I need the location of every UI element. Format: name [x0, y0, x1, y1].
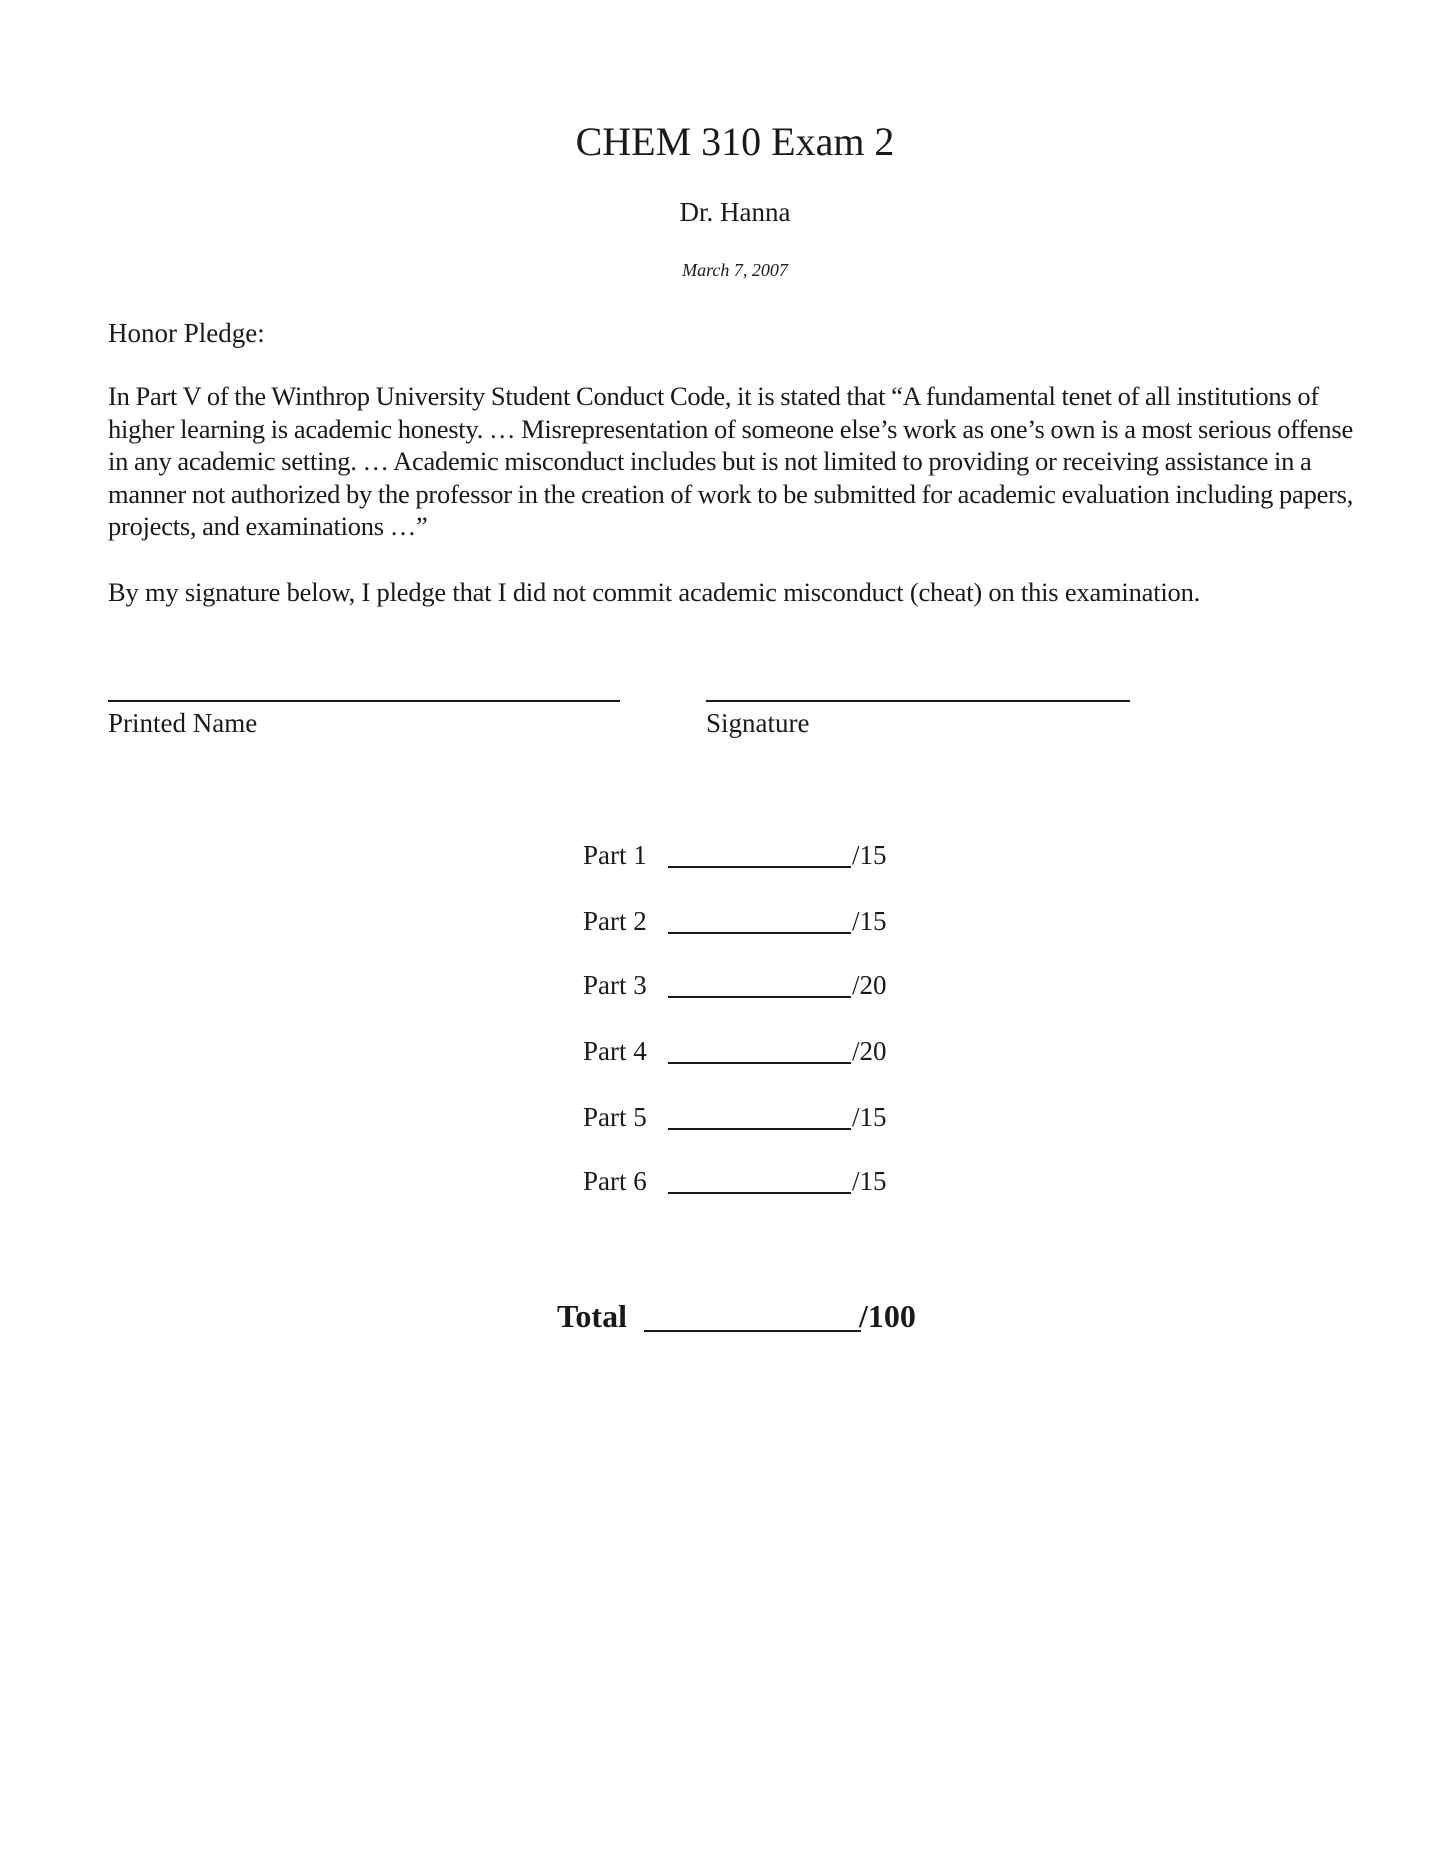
- printed-name-label: Printed Name: [108, 708, 258, 738]
- score-blank[interactable]: [668, 1192, 851, 1194]
- exam-date: March 7, 2007: [682, 260, 788, 280]
- conduct-code-paragraph: In Part V of the Winthrop University Student Conduct Code, it is stated that “A fundamental tenet of all institutions of higher learning is academic honesty. … Misrepresentation of someone else’s work as one’s own is a most serious offense in any academic setting. … Academic misconduct includes but is not limited to providing or receiving assistance in a manner not authorized by the professor in the creation of work to be submitted for academic evaluation including papers, projects, and examinations …”: [108, 381, 1354, 542]
- max-points: /15: [852, 906, 887, 936]
- part-label: Part 2: [583, 906, 647, 936]
- max-points: /20: [852, 1036, 887, 1066]
- instructor-name: Dr. Hanna: [679, 197, 791, 227]
- max-points: /20: [852, 970, 887, 1000]
- part-label: Part 5: [583, 1102, 647, 1132]
- part-label: Part 4: [583, 1036, 647, 1066]
- score-blank[interactable]: [668, 932, 851, 934]
- printed-name-line[interactable]: [108, 700, 620, 702]
- signature-line[interactable]: [706, 700, 1130, 702]
- part-label: Part 1: [583, 840, 647, 870]
- max-points: /15: [852, 840, 887, 870]
- honor-pledge-heading: Honor Pledge:: [108, 318, 265, 348]
- max-points: /15: [852, 1166, 887, 1196]
- total-max-points: /100: [859, 1298, 916, 1334]
- score-blank[interactable]: [668, 866, 851, 868]
- exam-title: CHEM 310 Exam 2: [575, 119, 895, 164]
- total-score-blank[interactable]: [644, 1330, 861, 1332]
- score-blank[interactable]: [668, 996, 851, 998]
- pledge-statement: By my signature below, I pledge that I did not commit academic misconduct (cheat) on this examination.: [108, 577, 1201, 607]
- score-blank[interactable]: [668, 1062, 851, 1064]
- part-label: Part 6: [583, 1166, 647, 1196]
- part-label: Part 3: [583, 970, 647, 1000]
- total-label: Total: [557, 1298, 627, 1334]
- score-blank[interactable]: [668, 1128, 851, 1130]
- signature-label: Signature: [706, 708, 810, 738]
- max-points: /15: [852, 1102, 887, 1132]
